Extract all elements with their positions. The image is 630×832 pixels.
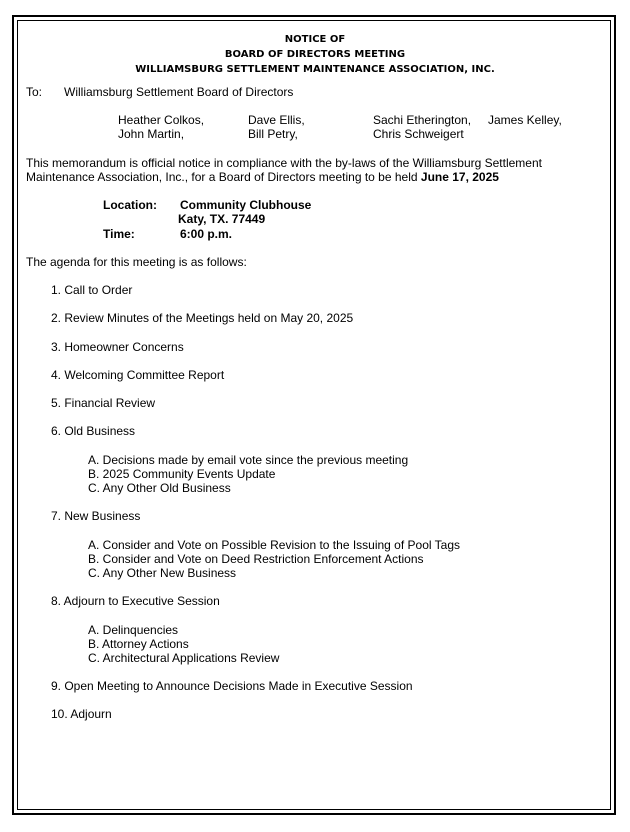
agenda-item: 4. Welcoming Committee Report (51, 368, 225, 382)
agenda-item: 7. New Business (51, 509, 141, 523)
agenda-item: 8. Adjourn to Executive Session (51, 594, 220, 608)
director-name: Bill Petry, (248, 127, 298, 141)
agenda-subitem: C. Architectural Applications Review (88, 651, 280, 665)
time-value: 6:00 p.m. (180, 227, 233, 241)
agenda-item: 6. Old Business (51, 424, 136, 438)
agenda-item: 9. Open Meeting to Announce Decisions Made in Executive Session (51, 679, 413, 693)
director-name: John Martin, (118, 127, 185, 141)
agenda-item: 10. Adjourn (51, 707, 112, 721)
director-name: Sachi Etherington, (373, 113, 472, 127)
agenda-intro: The agenda for this meeting is as follows: (26, 255, 247, 269)
memo-line-1: This memorandum is official notice in compliance with the by-laws of the Williamsburg Settlement (26, 156, 542, 170)
agenda-subitem: A. Decisions made by email vote since the previous meeting (88, 453, 409, 467)
notice-header (0, 32, 630, 77)
director-name: James Kelley, (488, 113, 562, 127)
agenda-subitem: A. Consider and Vote on Possible Revision to the Issuing of Pool Tags (88, 538, 461, 552)
agenda-item: 1. Call to Order (51, 283, 133, 297)
director-name: Dave Ellis, (248, 113, 305, 127)
agenda-subitem: B. 2025 Community Events Update (88, 467, 276, 481)
header-line-3: WILLIAMSBURG SETTLEMENT MAINTENANCE ASSOCIATION, INC. (135, 64, 495, 75)
agenda-item: 5. Financial Review (51, 396, 156, 410)
agenda-item: 2. Review Minutes of the Meetings held on May 20, 2025 (51, 311, 354, 325)
location-label: Location: (103, 198, 157, 212)
agenda-subitem: B. Consider and Vote on Deed Restriction Enforcement Actions (88, 552, 424, 566)
agenda-subitem: B. Attorney Actions (88, 637, 189, 651)
header-line-2: BOARD OF DIRECTORS MEETING (224, 49, 406, 60)
to-recipient: Williamsburg Settlement Board of Directors (64, 85, 294, 99)
agenda-subitem: C. Any Other Old Business (88, 481, 231, 495)
memo-line-2-text: Maintenance Association, Inc., for a Board of Directors meeting to be held (26, 170, 421, 184)
to-label: To: (26, 85, 43, 99)
location-city: Katy, TX. 77449 (178, 212, 266, 226)
location-name: Community Clubhouse (180, 198, 312, 212)
time-label: Time: (103, 227, 135, 241)
director-name: Chris Schweigert (373, 127, 464, 141)
memo-line-2 (26, 170, 499, 184)
agenda-subitem: C. Any Other New Business (88, 566, 237, 580)
agenda-subitem: A. Delinquencies (88, 623, 179, 637)
meeting-date: June 17, 2025 (420, 170, 499, 184)
header-line-1: NOTICE OF (284, 34, 346, 45)
agenda-item: 3. Homeowner Concerns (51, 340, 184, 354)
director-name: Heather Colkos, (118, 113, 205, 127)
